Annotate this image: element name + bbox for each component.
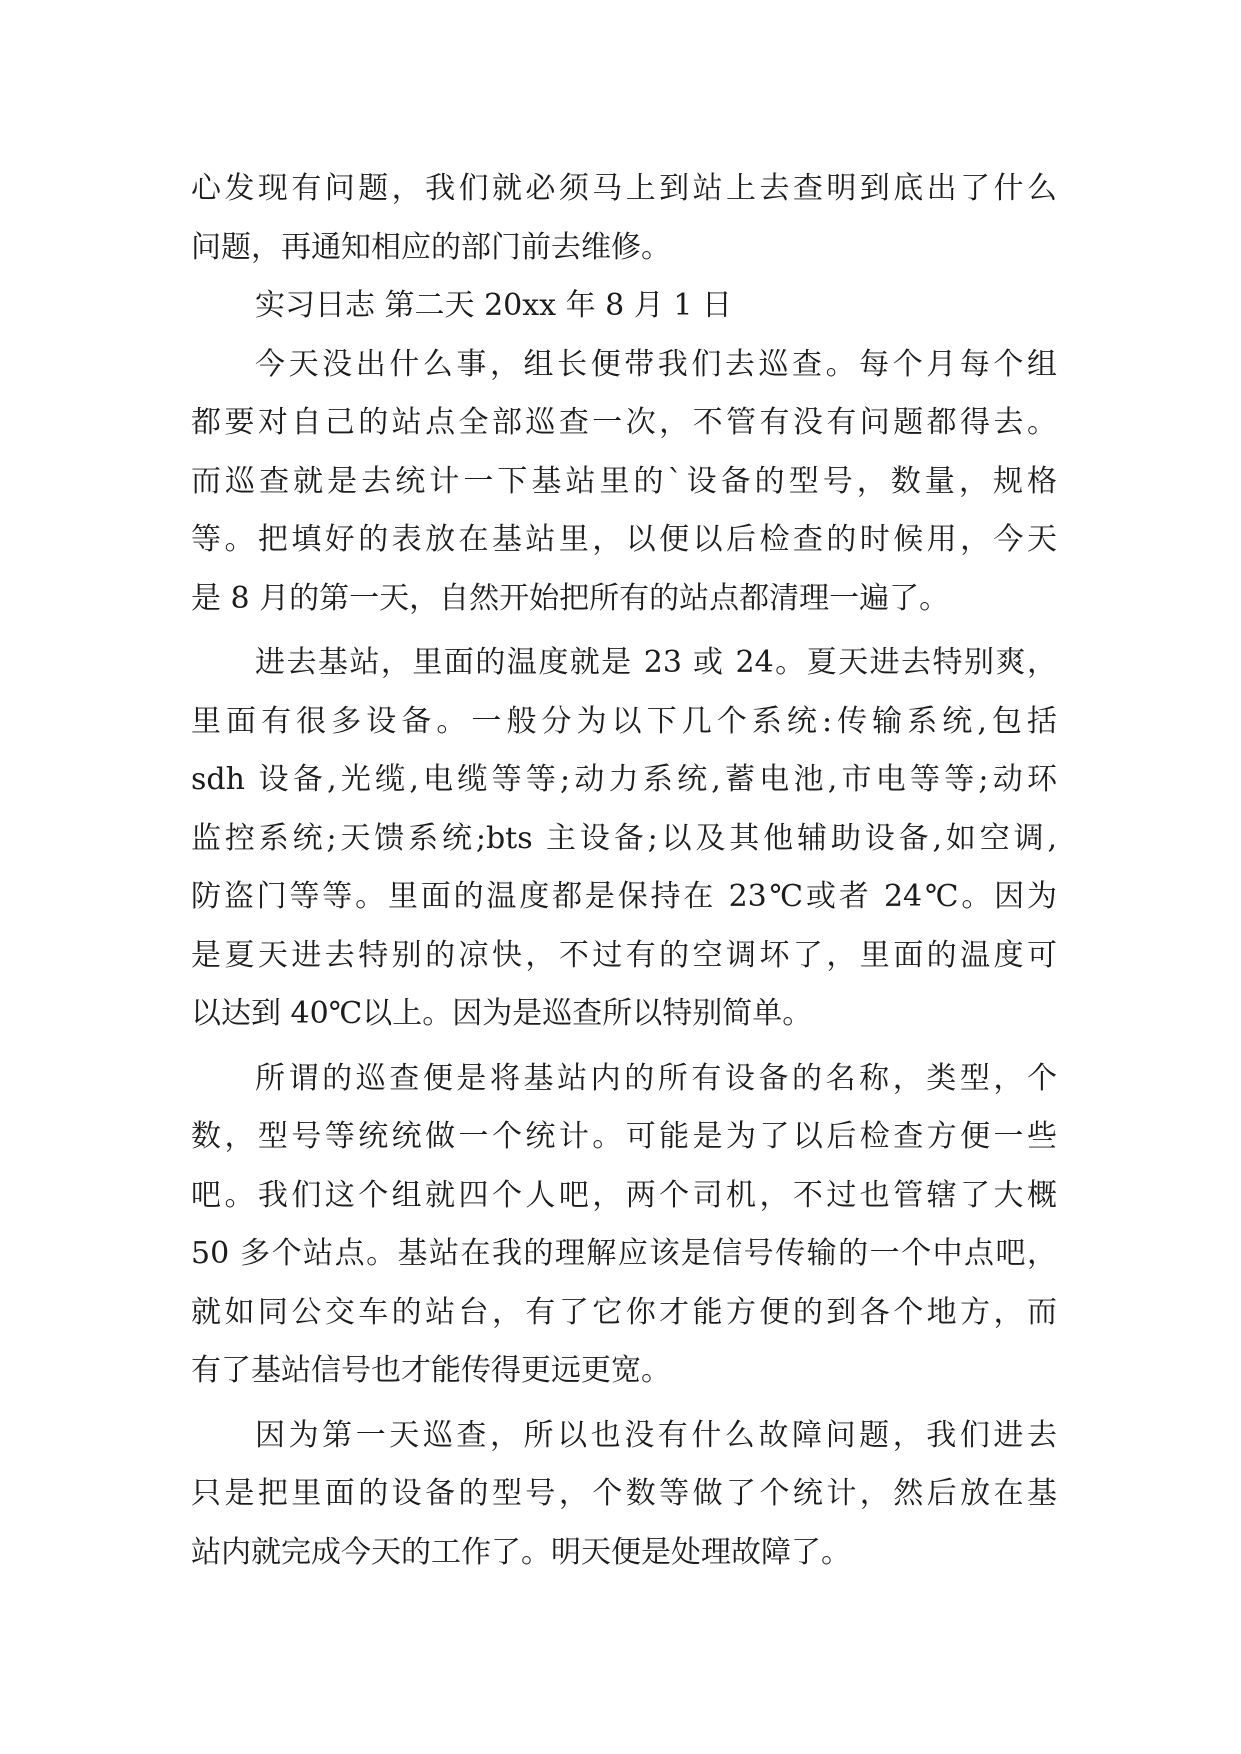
text-line: 只是把里面的设备的型号，个数等做了个统计，然后放在基 (191, 1476, 1057, 1511)
paragraph (191, 1407, 1057, 1583)
text-line: 50 多个站点。基站在我的理解应该是信号传输的一个中点吧， (191, 1236, 1057, 1271)
text-line: 问题，再通知相应的部门前去维修。 (191, 229, 671, 265)
text-line: 站内就完成今天的工作了。明天便是处理故障了。 (191, 1534, 851, 1570)
text-line: 进去基站，里面的温度就是 23 或 24。夏天进去特别爽， (255, 645, 1057, 680)
text-line: 今天没出什么事，组长便带我们去巡查。每个月每个组 (255, 346, 1057, 382)
text-line: 有了基站信号也才能传得更远更宽。 (191, 1353, 671, 1388)
paragraph (191, 336, 1057, 629)
text-line: 所谓的巡查便是将基站内的所有设备的名称，类型，个 (255, 1060, 1057, 1096)
log-heading (191, 277, 1057, 336)
log-heading-text: 实习日志 第二天 20xx 年 8 月 1 日 (255, 288, 732, 323)
text-line: 吧。我们这个组就四个人吧，两个司机，不过也管辖了大概 (191, 1177, 1057, 1213)
text-line: 里面有很多设备。一般分为以下几个系统:传输系统,包括 (191, 703, 1057, 739)
text-line: 是 8 月的第一天，自然开始把所有的站点都清理一遍了。 (191, 580, 950, 616)
text-line: sdh 设备,光缆,电缆等等;动力系统,蓄电池,市电等等;动环 (191, 762, 1057, 797)
text-line: 是夏天进去特别的凉快，不过有的空调坏了，里面的温度可 (191, 937, 1057, 973)
text-line: 数，型号等统统做一个统计。可能是为了以后检查方便一些 (191, 1119, 1057, 1154)
text-line: 等。把填好的表放在基站里，以便以后检查的时候用，今天 (191, 522, 1057, 557)
paragraph (191, 1050, 1057, 1401)
paragraph (191, 634, 1057, 1044)
text-line: 防盗门等等。里面的温度都是保持在 23℃或者 24℃。因为 (191, 879, 1057, 914)
text-line: 心发现有问题，我们就必须马上到站上去查明到底出了什么 (191, 171, 1057, 206)
text-line: 而巡查就是去统计一下基站里的`设备的型号，数量，规格 (191, 463, 1057, 499)
paragraph-continuation (191, 160, 1057, 277)
text-line: 监控系统;天馈系统;bts 主设备;以及其他辅助设备,如空调, (191, 820, 1057, 856)
text-line: 就如同公交车的站台，有了它你才能方便的到各个地方，而 (191, 1294, 1057, 1330)
text-line: 因为第一天巡查，所以也没有什么故障问题，我们进去 (255, 1417, 1057, 1453)
document-body (191, 160, 1057, 1582)
text-line: 以达到 40℃以上。因为是巡查所以特别简单。 (191, 996, 813, 1031)
text-line: 都要对自己的站点全部巡查一次，不管有没有问题都得去。 (191, 405, 1057, 440)
